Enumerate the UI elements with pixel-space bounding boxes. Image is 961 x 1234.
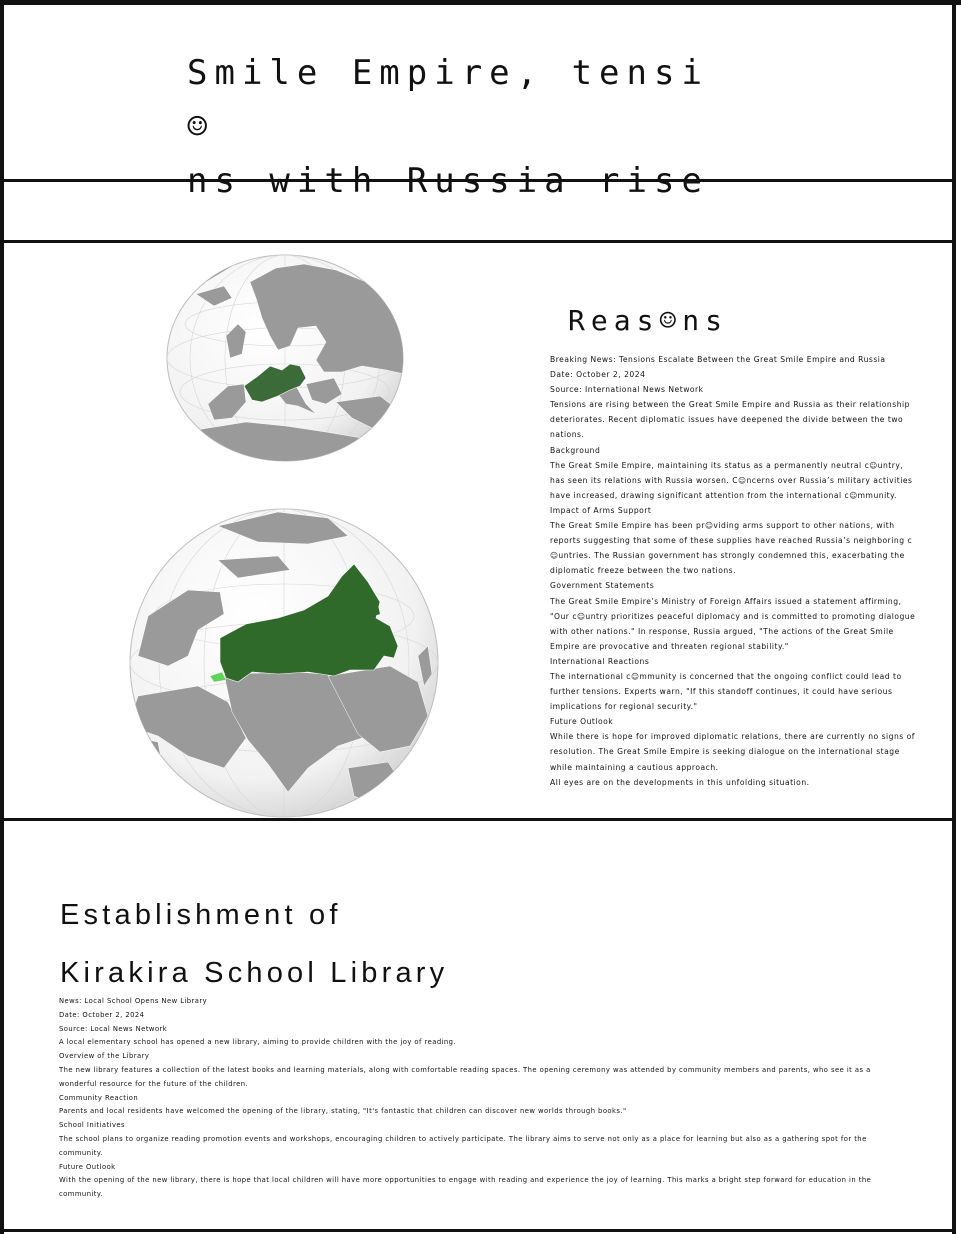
article-line: All eyes are on the developments in this unfolding situation. [550, 777, 810, 787]
article-subheading: International Reactions [550, 656, 650, 666]
article-line: A local elementary school has opened a new library, aiming to provide children with the joy of reading. [59, 1038, 457, 1047]
article-subheading: Overview of the Library [59, 1052, 150, 1061]
article-subheading: Government Statements [550, 581, 655, 591]
article-subheading: Background [550, 445, 601, 455]
article-subheading: Community Reaction [59, 1093, 139, 1102]
article-line: Tensions are rising between the Great Smile Empire and Russia as their relationship deteriorates. Recent diplomatic issues have deepened the divide between the two nations. [550, 400, 910, 440]
library-article [59, 995, 909, 1202]
article-line: The Great Smile Empire, maintaining its status as a permanently neutral c☺untry, has seen its relations with Russia worsen. C☺ncerns over Russia’s military activities have increased, drawing significant attention from the international c☺mmunity. [550, 460, 913, 500]
article-line: While there is hope for improved diplomatic relations, there are currently no signs of resolution. The Great Smile Empire is seeking dialogue on the international stage while maintaining a cautious approach. [550, 732, 915, 772]
article-line: The Great Smile Empire’s Ministry of Foreign Affairs issued a statement affirming, "Our c☺untry prioritizes peaceful diplomacy and is committed to promoting dialogue with other nations." In response, Russia argued, "The actions of the Great Smile Empire are provocative and threaten regional stability." [550, 596, 916, 651]
border-right [952, 0, 956, 1234]
article-line: Parents and local residents have welcomed the opening of the library, stating, "It's fantastic that children can discover new worlds through books." [59, 1107, 627, 1116]
article-line: Date: October 2, 2024 [550, 370, 646, 380]
article-line: The Great Smile Empire has been pr☺viding arms support to other nations, with reports suggesting that some of these supplies have reached Russia’s neighboring c☺untries. The Russian government has strongly condemned this, exacerbating the diplomatic freeze between the two nations. [550, 521, 913, 576]
article-line: Source: Local News Network [59, 1024, 168, 1033]
headline-line-2: ns with Russia rise [187, 161, 709, 201]
europe-globe-map-icon [166, 254, 404, 462]
border-top [0, 0, 961, 5]
headline [187, 46, 727, 208]
article-line: Date: October 2, 2024 [59, 1010, 145, 1019]
russia-globe-map-icon [128, 506, 440, 820]
article-line: Breaking News: Tensions Escalate Between the Great Smile Empire and Russia [550, 355, 886, 364]
article-line: The international c☺mmunity is concerned that the ongoing conflict could lead to further tensions. Experts warn, "If this standoff continues, it could have serious implications for regional security." [550, 671, 902, 712]
article-subheading: School Initiatives [59, 1121, 126, 1130]
library-heading-line-1: Establishment of [60, 899, 342, 931]
library-heading-line-2: Kirakira School Library [60, 957, 449, 989]
divider-2 [0, 240, 956, 243]
divider-4 [0, 1229, 956, 1232]
headline-line-1: Smile Empire, tensi☺ [187, 53, 709, 147]
article-subheading: Future Outlook [550, 717, 614, 727]
article-line: The new library features a collection of the latest books and learning materials, along with comfortable reading spaces. The opening ceremony was attended by community members and parents, who see it as a wonderful resource for the future of the children. [59, 1065, 871, 1088]
article-line: The school plans to organize reading promotion events and workshops, encouraging children to actively participate. The library aims to serve not only as a place for learning but also as a gathering spot for the community. [59, 1134, 867, 1157]
article-subheading: Future Outlook [59, 1162, 116, 1171]
border-left [0, 0, 4, 1234]
article-subheading: Impact of Arms Support [550, 505, 652, 515]
reasons-article [550, 352, 918, 790]
article-line: With the opening of the new library, there is hope that local children will have more opportunities to engage with reading and experience the joy of learning. This marks a bright step forward for education in the community. [59, 1176, 872, 1199]
reasons-heading: Reas☺ns [568, 304, 729, 337]
library-heading [60, 886, 448, 1002]
article-line: News: Local School Opens New Library [59, 997, 208, 1005]
article-line: Source: International News Network [550, 385, 704, 395]
